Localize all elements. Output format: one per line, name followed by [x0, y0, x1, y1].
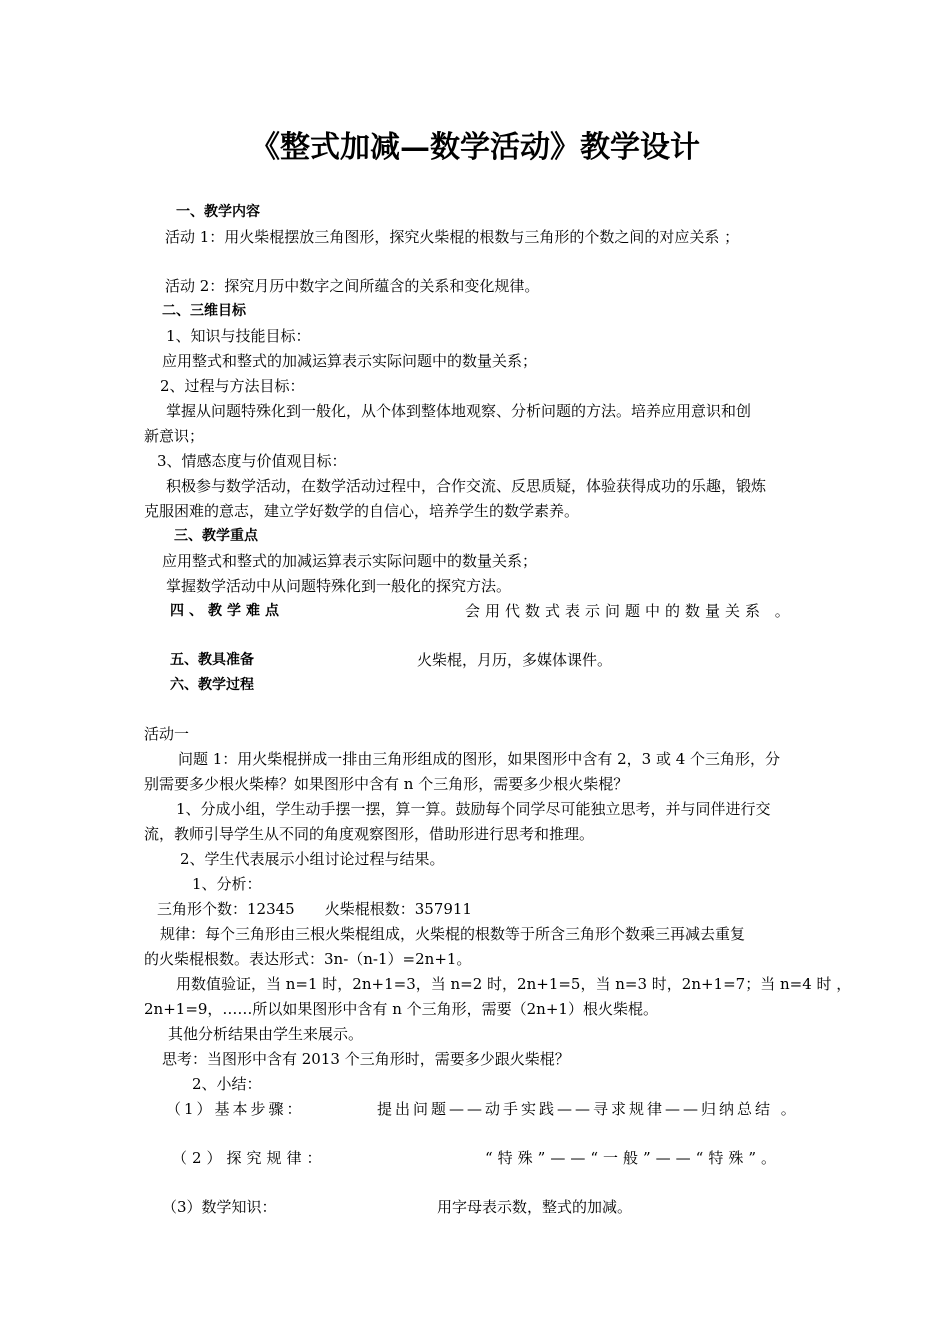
- emotion-goal-text-cont: 克服困难的意志，建立学好数学的自信心，培养学生的数学素养。: [144, 502, 580, 520]
- summary-item-2-label: （2）探究规律：: [172, 1149, 327, 1167]
- other-results: 其他分析结果由学生来展示。: [168, 1025, 364, 1043]
- question-1: 问题 1：用火柴棍拼成一排由三角形组成的图形，如果图形中含有 2，3 或 4 个三角形，分: [178, 750, 781, 768]
- section-heading-tools: 五、教具准备: [170, 652, 254, 668]
- key-point-2: 掌握数学活动中从问题特殊化到一般化的探究方法。: [166, 577, 512, 595]
- summary-item-2-text: “特殊”——“一般”——“特殊”。: [485, 1149, 782, 1167]
- rule-text-cont: 的火柴棍根数。表达形式：3n-（n-1）=2n+1。: [144, 950, 472, 968]
- summary-item-3-label: （3）数学知识：: [162, 1198, 277, 1216]
- emotion-goal-heading: 3、情感态度与价值观目标：: [157, 452, 347, 470]
- verification-text-cont: 2n+1=9，……所以如果图形中含有 n 个三角形，需要（2n+1）根火柴棍。: [144, 1000, 658, 1018]
- summary-item-1-label: （1）基本步骤：: [166, 1100, 305, 1118]
- activity-2-text: 活动 2：探究月历中数字之间所蕴含的关系和变化规律。: [165, 277, 540, 295]
- section-heading-key-points: 三、教学重点: [174, 528, 258, 544]
- step-1: 1、分成小组，学生动手摆一摆，算一算。鼓励每个同学尽可能独立思考，并与同伴进行交: [176, 800, 771, 818]
- section-heading-goals: 二、三维目标: [162, 303, 246, 319]
- key-point-1: 应用整式和整式的加减运算表示实际问题中的数量关系；: [162, 552, 538, 570]
- rule-text: 规律：每个三角形由三根火柴棍组成，火柴棍的根数等于所含三角形个数乘三再减去重复: [160, 925, 746, 943]
- section-heading-process: 六、教学过程: [170, 677, 254, 693]
- process-goal-text-cont: 新意识；: [144, 427, 205, 445]
- knowledge-goal-text: 应用整式和整式的加减运算表示实际问题中的数量关系；: [162, 352, 538, 370]
- counts-line: 三角形个数：12345 火柴棍根数：357911: [157, 900, 472, 918]
- summary-item-3-text: 用字母表示数，整式的加减。: [437, 1198, 633, 1216]
- activity-label: 活动一: [144, 725, 190, 743]
- activity-1-text: 活动 1：用火柴棍摆放三角图形，探究火柴棍的根数与三角形的个数之间的对应关系 ；: [165, 228, 740, 246]
- section-heading-content: 一、教学内容: [176, 204, 260, 220]
- section-heading-difficulty: 四、教学难点: [170, 603, 284, 619]
- process-goal-text: 掌握从问题特殊化到一般化，从个体到整体地观察、分析问题的方法。培养应用意识和创: [166, 402, 752, 420]
- page-title: 《整式加减—数学活动》教学设计: [250, 130, 700, 165]
- tools-text: 火柴棍，月历，多媒体课件。: [417, 651, 613, 669]
- analysis-heading: 1、分析：: [192, 875, 262, 893]
- emotion-goal-text: 积极参与数学活动，在数学活动过程中，合作交流、反思质疑，体验获得成功的乐趣，锻炼: [166, 477, 767, 495]
- difficulty-text: 会用代数式表示问题中的数量关系 。: [465, 602, 795, 620]
- knowledge-goal-heading: 1、知识与技能目标：: [166, 327, 311, 345]
- process-goal-heading: 2、过程与方法目标：: [160, 377, 305, 395]
- summary-item-1-text: 提出问题——动手实践——寻求规律——归纳总结 。: [377, 1100, 799, 1118]
- step-1-cont: 流，教师引导学生从不同的角度观察图形，借助形进行思考和推理。: [144, 825, 595, 843]
- think-question: 思考：当图形中含有 2013 个三角形时，需要多少跟火柴棍？: [162, 1050, 570, 1068]
- summary-heading: 2、小结：: [192, 1075, 262, 1093]
- step-2: 2、学生代表展示小组讨论过程与结果。: [180, 850, 445, 868]
- question-1-cont: 别需要多少根火柴棒？如果图形中含有 n 个三角形，需要多少根火柴棍？: [144, 775, 629, 793]
- verification-text: 用数值验证，当 n=1 时，2n+1=3，当 n=2 时，2n+1=5，当 n=3 时，2n+1=7；当 n=4 时 ，: [176, 975, 852, 993]
